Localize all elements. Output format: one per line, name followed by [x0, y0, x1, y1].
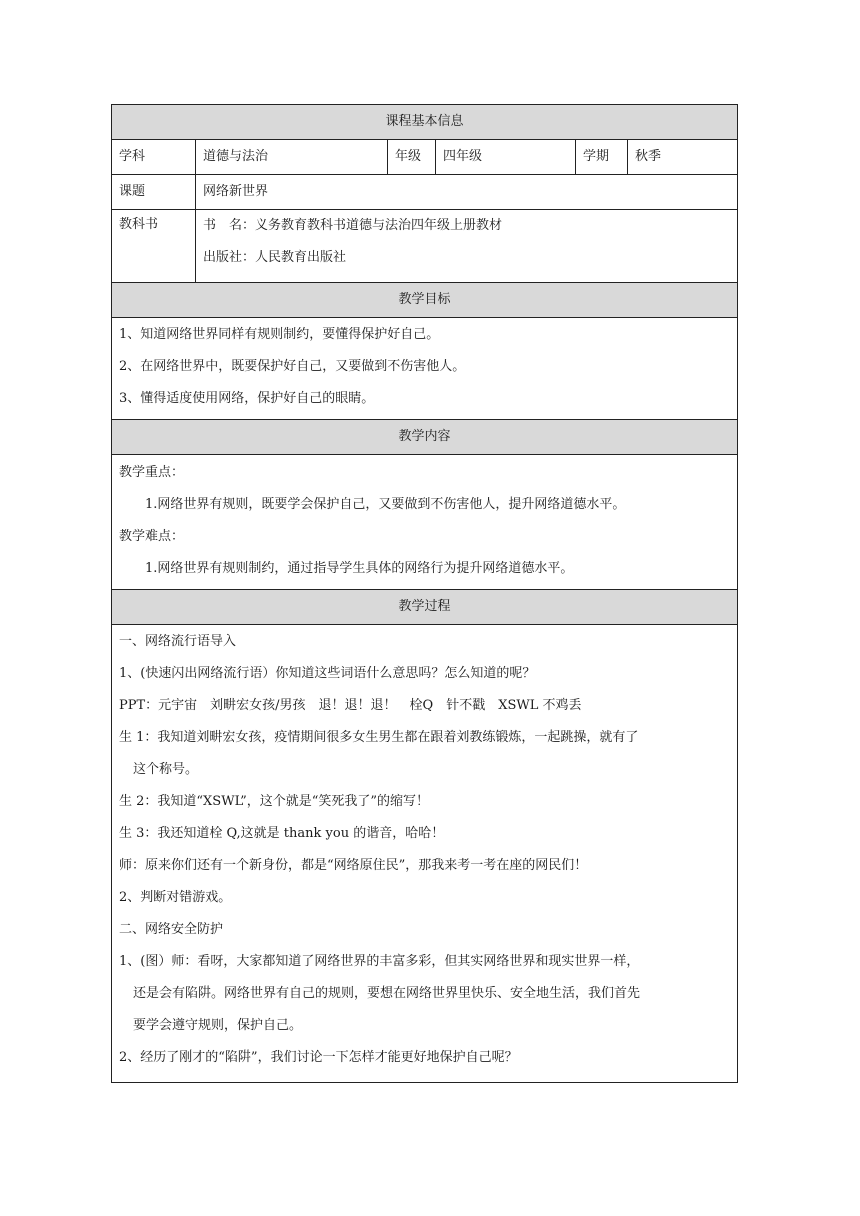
- process-line: 生 3：我还知道栓 Q,这就是 thank you 的谐音，哈哈！: [119, 826, 445, 841]
- subject-value: 道德与法治: [196, 140, 388, 175]
- process-line: 2、经历了刚才的“陷阱”，我们讨论一下怎样才能更好地保护自己呢？: [119, 1050, 518, 1065]
- process-line: 生 2：我知道“XSWL”，这个就是“笑死我了”的缩写！: [119, 794, 430, 809]
- lesson-plan-sheet: [111, 104, 737, 1083]
- textbook-publisher: 出版社：人民教育出版社: [203, 250, 347, 265]
- key-label: 教学重点：: [119, 465, 185, 480]
- process-header: 教学过程: [112, 590, 738, 625]
- course-info-header: 课程基本信息: [112, 105, 738, 140]
- topic-value: 网络新世界: [196, 175, 738, 210]
- subject-label: 学科: [112, 140, 196, 175]
- difficulty-label: 教学难点：: [119, 529, 185, 544]
- difficulty-point: 1.网络世界有规则制约，通过指导学生具体的网络行为提升网络道德水平。: [145, 561, 574, 576]
- process-line: 还是会有陷阱。网络世界有自己的规则，要想在网络世界里快乐、安全地生活，我们首先: [133, 986, 641, 1001]
- process-line: 一、网络流行语导入: [119, 634, 237, 649]
- grade-label: 年级: [388, 140, 436, 175]
- content-cell: [112, 455, 738, 590]
- term-value: 秋季: [628, 140, 738, 175]
- process-line: 要学会遵守规则，保护自己。: [133, 1018, 303, 1033]
- process-line: 师：原来你们还有一个新身份，都是“网络原住民”，那我来考一考在座的网民们！: [119, 858, 588, 873]
- lesson-plan-table: [111, 104, 738, 1083]
- process-line: 1、(图）师：看呀，大家都知道了网络世界的丰富多彩，但其实网络世界和现实世界一样，: [119, 954, 640, 969]
- term-label: 学期: [576, 140, 628, 175]
- process-line: 1、(快速闪出网络流行语）你知道这些词语什么意思吗？怎么知道的呢？: [119, 666, 536, 681]
- goal-item: 2、在网络世界中，既要保护好自己，又要做到不伤害他人。: [119, 359, 466, 374]
- process-line: 这个称号。: [133, 762, 199, 777]
- goal-item: 3、懂得适度使用网络，保护好自己的眼睛。: [119, 391, 375, 406]
- process-line: 2、判断对错游戏。: [119, 890, 232, 905]
- goal-item: 1、知道网络世界同样有规则制约，要懂得保护好自己。: [119, 327, 440, 342]
- textbook-label: 教科书: [112, 210, 196, 283]
- grade-value: 四年级: [436, 140, 576, 175]
- key-point: 1.网络世界有规则，既要学会保护自己，又要做到不伤害他人，提升网络道德水平。: [145, 497, 626, 512]
- topic-label: 课题: [112, 175, 196, 210]
- content-header: 教学内容: [112, 420, 738, 455]
- textbook-cell: [196, 210, 738, 283]
- textbook-name: 书 名：义务教育教科书道德与法治四年级上册教材: [203, 218, 503, 233]
- process-line: PPT：元宇宙 刘畊宏女孩/男孩 退！退！退！ 栓Q 针不戳 XSWL 不鸡丢: [119, 698, 582, 713]
- process-line: 生 1：我知道刘畊宏女孩，疫情期间很多女生男生都在跟着刘教练锻炼，一起跳操，就有了: [119, 730, 639, 745]
- process-line: 二、网络安全防护: [119, 922, 224, 937]
- goals-header: 教学目标: [112, 283, 738, 318]
- process-cell: [112, 625, 738, 1083]
- goals-cell: [112, 318, 738, 420]
